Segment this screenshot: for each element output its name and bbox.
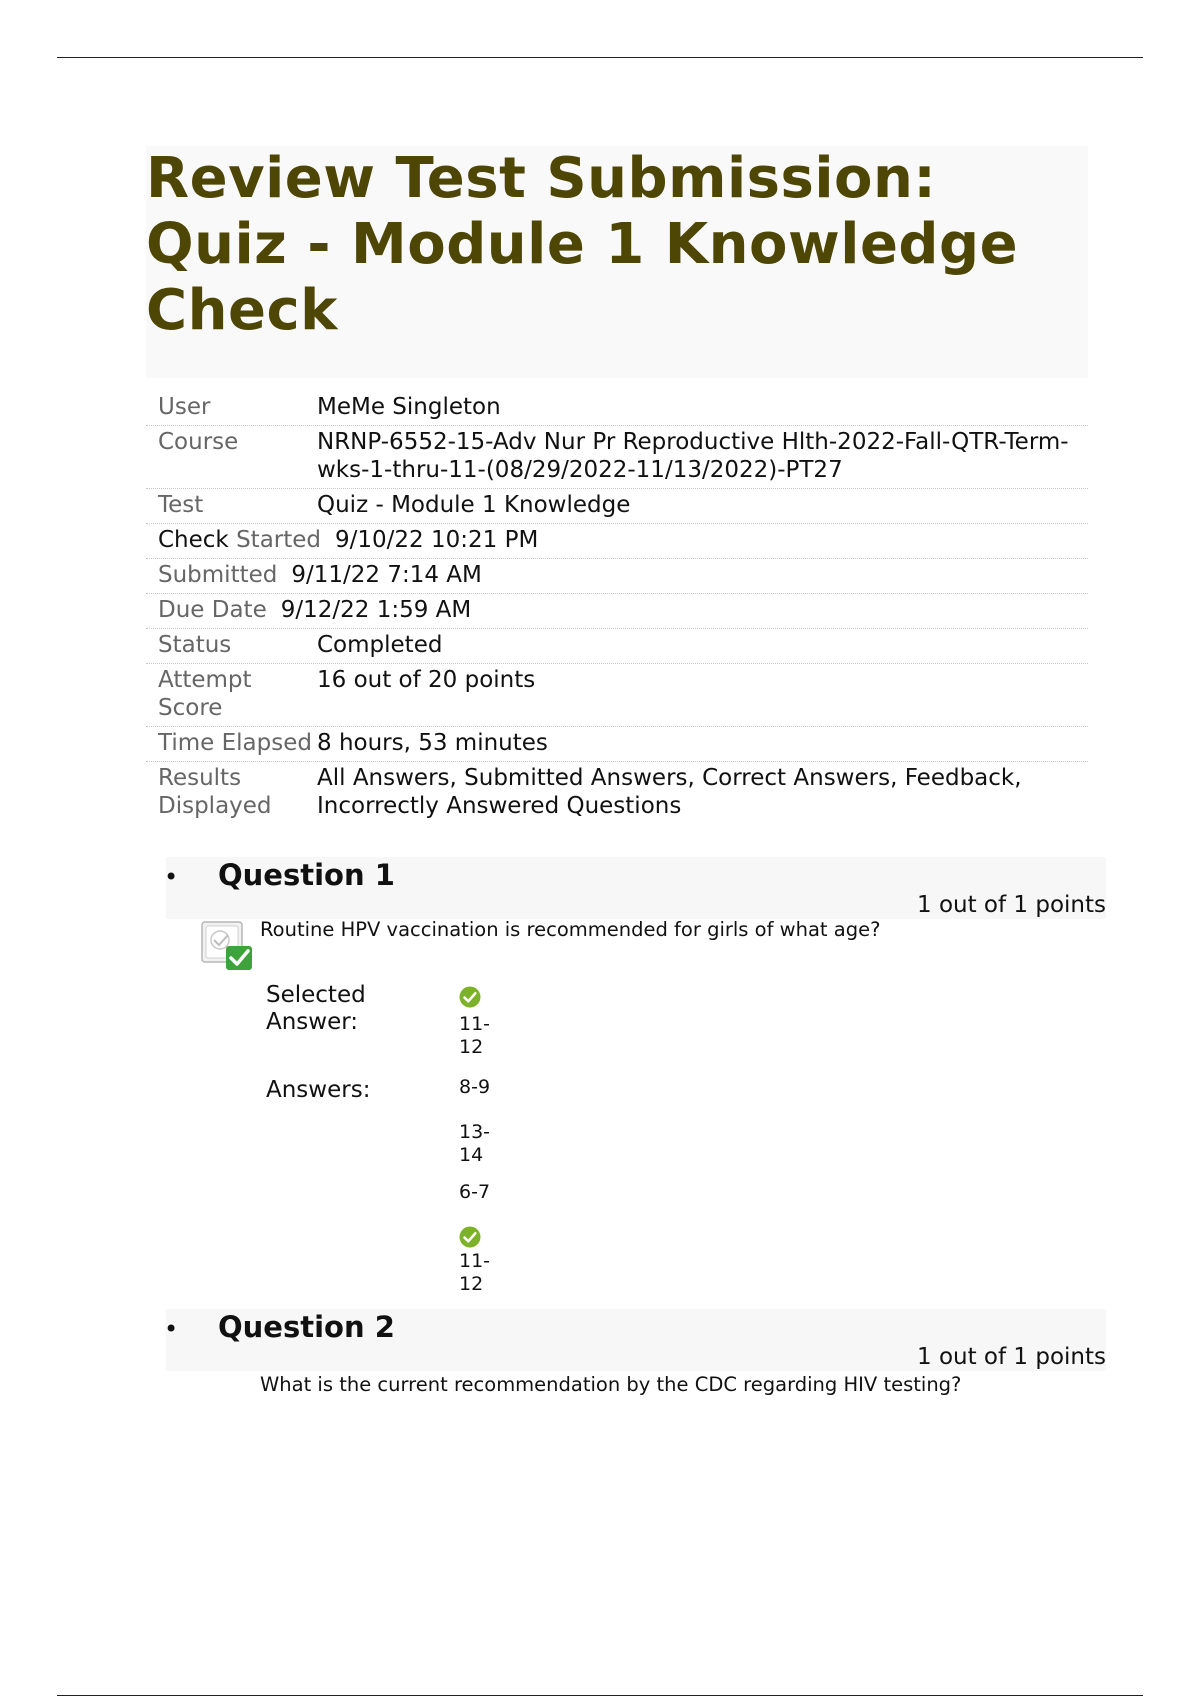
status-value: Completed: [317, 632, 443, 658]
detail-row-started: [146, 524, 1088, 559]
question-1-text: Routine HPV vaccination is recommended for girls of what age?: [260, 918, 881, 941]
detail-row-submitted: [146, 559, 1088, 594]
correct-answer-check-icon: [459, 1226, 481, 1248]
detail-row-time-elapsed: [146, 727, 1088, 762]
status-label: Status: [158, 632, 232, 658]
correct-status-icon: [200, 920, 254, 972]
started-label: [158, 526, 321, 554]
question-2-points: 1 out of 1 points: [917, 1344, 1106, 1370]
question-2-header: [166, 1309, 1106, 1371]
results-displayed-label: Results Displayed: [158, 765, 272, 819]
attempt-score-label: Attempt Score: [158, 667, 252, 721]
submission-details: [146, 391, 1088, 824]
question-1-title: Question 1: [218, 858, 395, 892]
selected-answer-label: Selected Answer:: [266, 982, 366, 1035]
test-label: Test: [158, 492, 204, 518]
detail-row-due-date: [146, 594, 1088, 629]
question-1-header: [166, 857, 1106, 919]
question-1-points: 1 out of 1 points: [917, 892, 1106, 918]
time-elapsed-label: Time Elapsed: [158, 730, 312, 756]
answer-option-correct: 11-12: [459, 1250, 491, 1295]
page-title: Review Test Submission: Quiz - Module 1 Knowledge Check: [146, 146, 1019, 343]
course-value: NRNP-6552-15-Adv Nur Pr Reproductive Hlth-2022-Fall-QTR-Term-wks-1-thru-11-(08/29/2022-11/13/2022)-PT27: [317, 429, 1069, 483]
question-2-bullet: •: [164, 1315, 179, 1343]
selected-answer-value: 11-12: [459, 1013, 491, 1058]
check-word: Check: [158, 527, 229, 553]
top-rule: [57, 57, 1143, 58]
submitted-label: Submitted: [158, 562, 278, 588]
time-elapsed-value: 8 hours, 53 minutes: [317, 730, 548, 756]
answers-label: Answers:: [266, 1077, 371, 1103]
page-header: [146, 146, 1088, 378]
due-date-value: 9/12/22 1:59 AM: [280, 597, 472, 623]
submitted-value: 9/11/22 7:14 AM: [291, 562, 482, 588]
bottom-rule: [57, 1695, 1143, 1696]
detail-row-user: [146, 391, 1088, 426]
answer-option: 8-9: [459, 1076, 491, 1098]
question-2-title: Question 2: [218, 1310, 395, 1344]
started-word: Started: [236, 527, 322, 553]
attempt-score-value: 16 out of 20 points: [317, 667, 536, 693]
selected-answer-check-icon: [459, 986, 481, 1008]
detail-row-test: [146, 489, 1088, 524]
started-value: 9/10/22 10:21 PM: [335, 527, 539, 553]
results-displayed-value: All Answers, Submitted Answers, Correct Answers, Feedback, Incorrectly Answered Questions: [317, 765, 1022, 819]
detail-row-course: [146, 426, 1088, 489]
due-date-label: Due Date: [158, 597, 267, 623]
question-1-bullet: •: [164, 863, 179, 891]
detail-row-attempt-score: [146, 664, 1088, 727]
user-value: MeMe Singleton: [317, 394, 501, 420]
detail-row-status: [146, 629, 1088, 664]
test-value: Quiz - Module 1 Knowledge: [317, 492, 631, 518]
answer-option: 6-7: [459, 1181, 491, 1203]
user-label: User: [158, 394, 211, 420]
answer-option: 13-14: [459, 1121, 491, 1166]
question-2-text: What is the current recommendation by the CDC regarding HIV testing?: [260, 1373, 962, 1396]
course-label: Course: [158, 429, 239, 455]
detail-row-results-displayed: [146, 762, 1088, 824]
